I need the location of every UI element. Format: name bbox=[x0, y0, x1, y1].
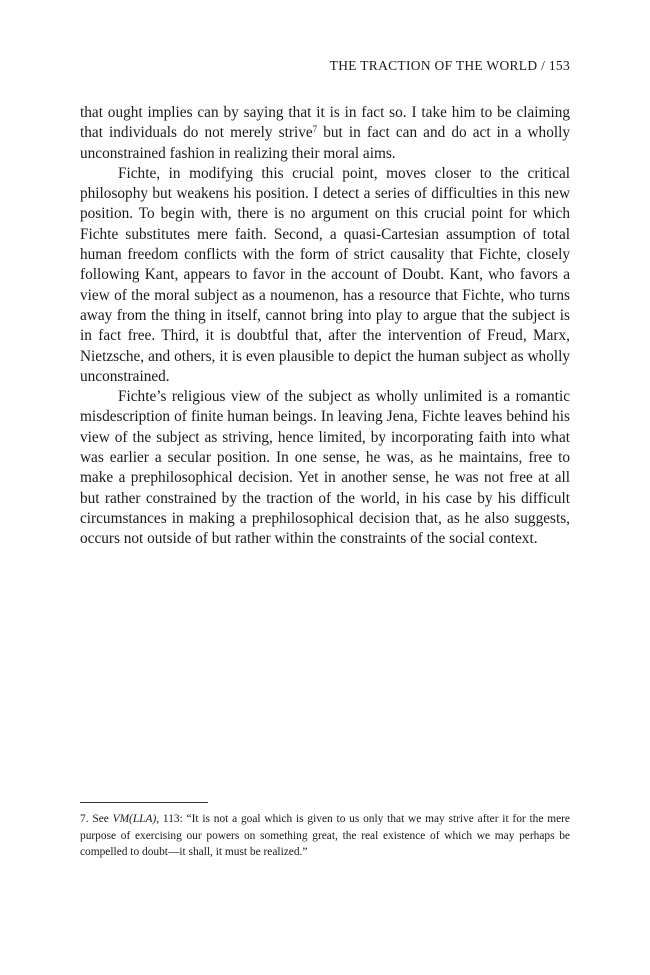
paragraph-1-text: that ought implies can by saying that it is in fact so. I take him to be claiming that individuals do not merely strive bbox=[80, 104, 570, 142]
page-number: 153 bbox=[548, 58, 570, 73]
paragraph-2: Fichte, in modifying this crucial point, moves closer to the critical philosophy but weakens his position. I detect a series of difficulties in this new position. To begin with, there is no argument on this crucial point for which Fichte substitutes mere faith. Second, a quasi-Cartesian assumption of total human freedom conflicts with the form of strict causality that Fichte, closely following Kant, appears to favor in the account of Doubt. Kant, who favors a view of the moral subject as a noumenon, has a resource that Fichte, who turns away from the thing in itself, cannot bring into play to argue that the subject is in fact free. Third, it is doubtful that, after the intervention of Freud, Marx, Nietzsche, and others, it is even plausible to depict the human subject as wholly unconstrained. bbox=[80, 164, 570, 385]
footnote-number: 7. bbox=[80, 813, 89, 825]
paragraph-3: Fichte’s religious view of the subject as wholly unlimited is a romantic misdescription of finite human beings. In leaving Jena, Fichte leaves behind his view of the subject as striving, hence limited, by incorporating faith into what was earlier a secular position. In one sense, he was, as he maintains, free to make a prephilosophical decision. Yet in another sense, he was not free at all but rather constrained by the traction of the world, in his case by his difficult circumstances in making a prephilosophical decision that, as he also suggests, occurs not outside of but rather within the constraints of the social context. bbox=[80, 388, 570, 548]
main-text bbox=[80, 103, 570, 550]
footnote-text: , 113: “It is not a goal which is given to us only that we may strive after it for the mere purpose of exercising our powers on something great, the real existence of which we may perhaps be compelled to doubt—it shall, it must be realized.” bbox=[80, 813, 570, 858]
paragraph-1-text-continued: but in fact can and do act in a wholly unconstrained fashion in realizing their moral aims. bbox=[80, 124, 571, 162]
footnote-reference: 7 bbox=[312, 124, 318, 135]
footnote-7 bbox=[80, 811, 570, 861]
running-title: THE TRACTION OF THE WORLD bbox=[329, 58, 538, 73]
footnote-source: VM(LLA) bbox=[112, 813, 157, 825]
footnote-divider bbox=[80, 802, 208, 803]
footnote-lead: See bbox=[92, 813, 113, 825]
running-head bbox=[330, 58, 570, 74]
paragraph-1 bbox=[80, 103, 570, 164]
footnotes bbox=[80, 811, 570, 861]
running-head-separator: / bbox=[541, 58, 546, 73]
